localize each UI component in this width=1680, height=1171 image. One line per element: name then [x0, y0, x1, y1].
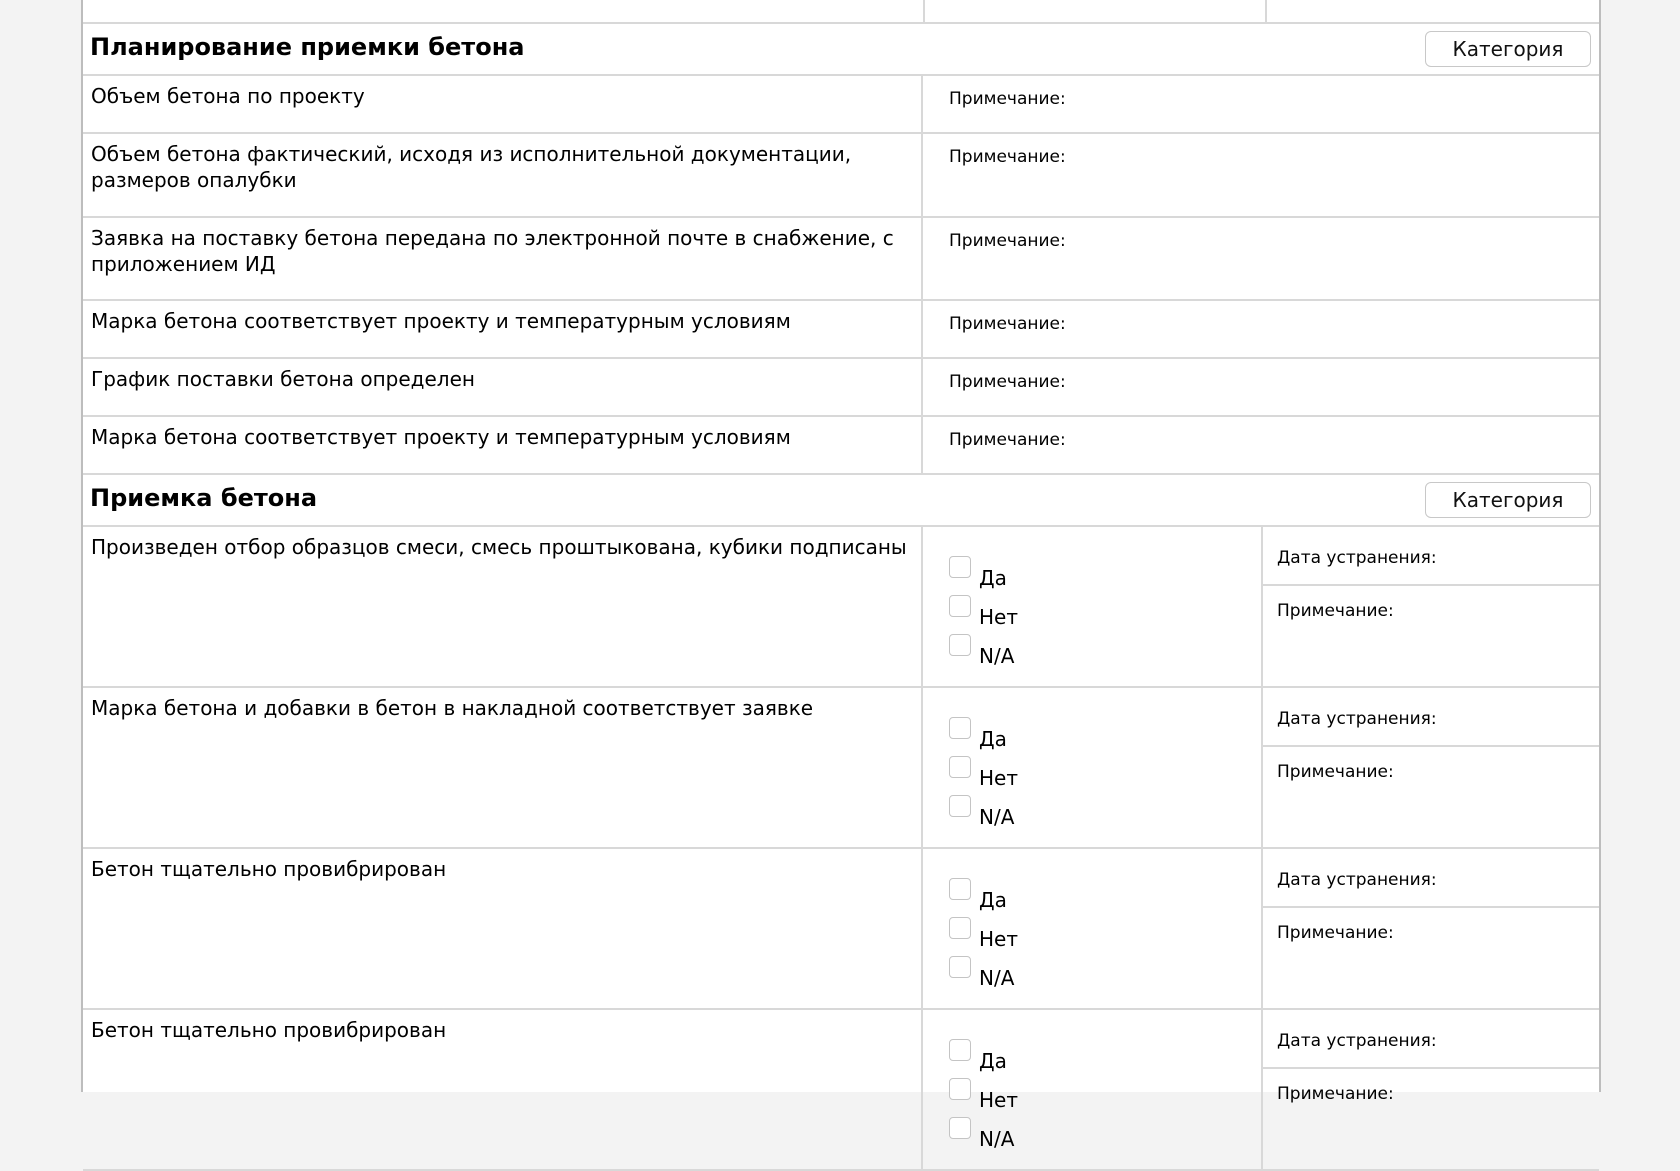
note-field[interactable]: Примечание: [949, 147, 1066, 167]
checkbox[interactable] [949, 756, 971, 778]
previous-row-stub [83, 0, 1599, 24]
checkbox[interactable] [949, 1039, 971, 1061]
checklist-row [83, 359, 1599, 417]
answer-options [923, 688, 1263, 847]
checkbox[interactable] [949, 556, 971, 578]
option-yes[interactable]: Да [949, 551, 1261, 590]
fix-date-field[interactable]: Дата устранения: [1263, 688, 1599, 747]
option-na[interactable]: N/A [949, 629, 1261, 668]
question-text: Бетон тщательно провибрирован [83, 849, 923, 1008]
note-field[interactable]: Примечание: [949, 372, 1066, 392]
checkbox[interactable] [949, 878, 971, 900]
section-header-acceptance [83, 475, 1599, 527]
category-button[interactable]: Категория [1425, 31, 1591, 67]
note-field[interactable]: Примечание: [1277, 762, 1394, 782]
checklist-row [83, 1010, 1599, 1171]
checklist-row [83, 301, 1599, 359]
option-no[interactable]: Нет [949, 590, 1261, 629]
checkbox[interactable] [949, 717, 971, 739]
option-yes[interactable]: Да [949, 873, 1261, 912]
fix-date-field[interactable]: Дата устранения: [1263, 527, 1599, 586]
section-title: Планирование приемки бетона [90, 33, 525, 61]
option-na[interactable]: N/A [949, 951, 1261, 990]
answer-options [923, 527, 1263, 686]
option-no[interactable]: Нет [949, 1073, 1261, 1112]
checklist-row [83, 76, 1599, 134]
question-text: Объем бетона по проекту [83, 76, 923, 132]
question-text: График поставки бетона определен [83, 359, 923, 415]
answer-options [923, 849, 1263, 1008]
option-no[interactable]: Нет [949, 912, 1261, 951]
option-na[interactable]: N/A [949, 1112, 1261, 1151]
option-no[interactable]: Нет [949, 751, 1261, 790]
question-text: Заявка на поставку бетона передана по электронной почте в снабжение, с приложением ИД [83, 218, 923, 299]
section-header-planning [83, 24, 1599, 76]
question-text: Бетон тщательно провибрирован [83, 1010, 923, 1169]
question-text: Марка бетона соответствует проекту и температурным условиям [83, 417, 923, 473]
question-text: Марка бетона соответствует проекту и температурным условиям [83, 301, 923, 357]
fix-date-field[interactable]: Дата устранения: [1263, 1010, 1599, 1069]
question-text: Объем бетона фактический, исходя из исполнительной документации, размеров опалубки [83, 134, 923, 216]
checkbox[interactable] [949, 1117, 971, 1139]
checklist-row [83, 417, 1599, 475]
checklist-row [83, 134, 1599, 218]
checkbox[interactable] [949, 595, 971, 617]
checklist-row [83, 849, 1599, 1010]
checklist-row [83, 688, 1599, 849]
note-field[interactable]: Примечание: [1277, 1084, 1394, 1104]
checklist-sheet [81, 0, 1601, 1151]
checkbox[interactable] [949, 795, 971, 817]
note-field[interactable]: Примечание: [949, 430, 1066, 450]
option-na[interactable]: N/A [949, 790, 1261, 829]
question-text: Марка бетона и добавки в бетон в накладной соответствует заявке [83, 688, 923, 847]
note-field[interactable]: Примечание: [1277, 601, 1394, 621]
answer-options [923, 1010, 1263, 1169]
checklist-row [83, 218, 1599, 301]
option-yes[interactable]: Да [949, 712, 1261, 751]
note-field[interactable]: Примечание: [949, 231, 1066, 251]
checkbox[interactable] [949, 956, 971, 978]
question-text: Произведен отбор образцов смеси, смесь проштыкована, кубики подписаны [83, 527, 923, 686]
note-field[interactable]: Примечание: [949, 89, 1066, 109]
section-title: Приемка бетона [90, 484, 318, 512]
category-button[interactable]: Категория [1425, 482, 1591, 518]
checkbox[interactable] [949, 1078, 971, 1100]
checkbox[interactable] [949, 634, 971, 656]
note-field[interactable]: Примечание: [1277, 923, 1394, 943]
checklist-row [83, 527, 1599, 688]
note-field[interactable]: Примечание: [949, 314, 1066, 334]
fix-date-field[interactable]: Дата устранения: [1263, 849, 1599, 908]
option-yes[interactable]: Да [949, 1034, 1261, 1073]
checkbox[interactable] [949, 917, 971, 939]
